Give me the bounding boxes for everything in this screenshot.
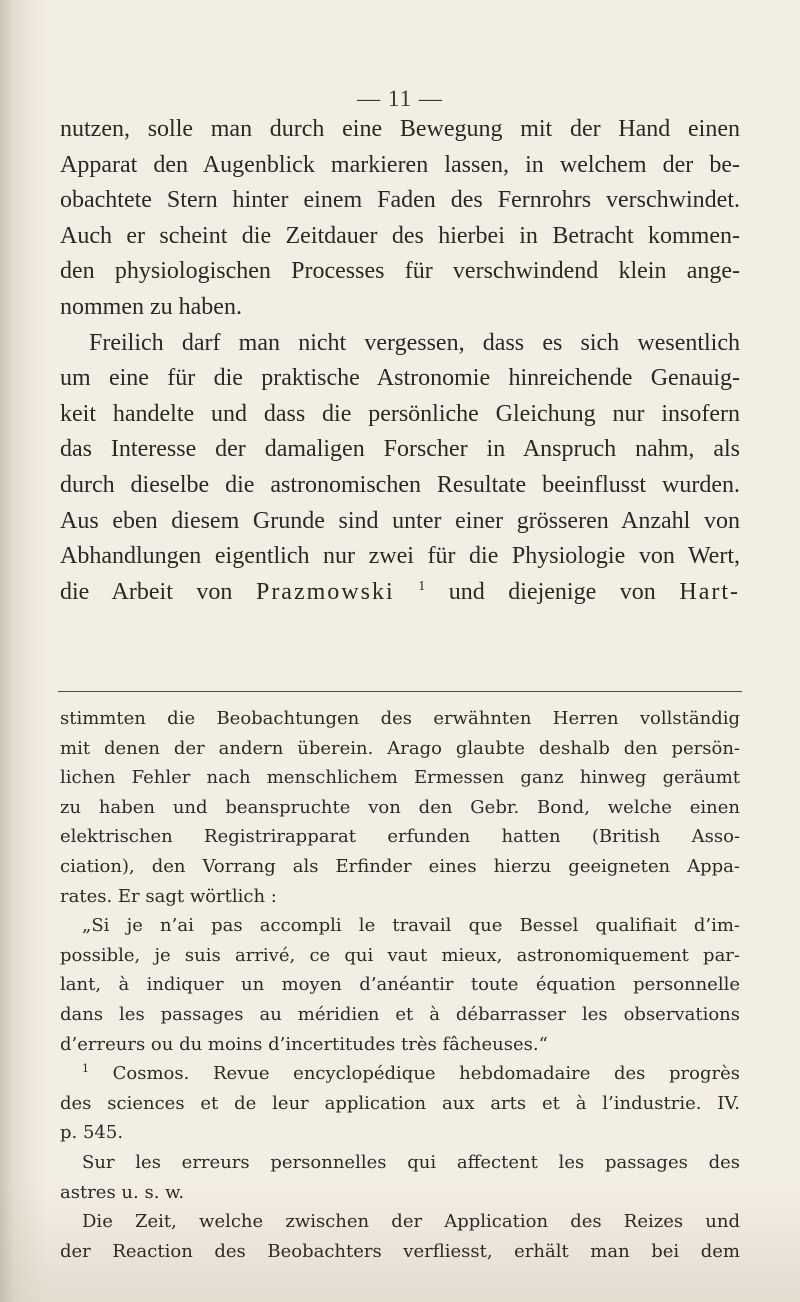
body-line: Abhandlungen eigentlich nur zwei für die Physiologie von Wert,	[60, 543, 740, 570]
body-line: keit handelte und dass die persönliche Gleichung nur insofern	[60, 400, 740, 427]
main-body-text	[60, 112, 740, 610]
body-line: Auch er scheint die Zeitdauer des hierbei in Betracht kommen-	[60, 222, 740, 249]
body-line: das Interesse der damaligen Forscher in Anspruch nahm, als	[60, 436, 740, 463]
body-line: durch dieselbe die astronomischen Resultate beeinflusst wurden.	[60, 471, 740, 498]
footnote-line: rates. Er sagt wörtlich :	[60, 885, 277, 907]
footnote-divider	[58, 691, 742, 692]
author-name-prazmowski: Prazmowski	[255, 578, 395, 605]
body-line: nutzen, solle man durch eine Bewegung mit der Hand einen	[60, 116, 740, 142]
body-line: obachtete Stern hinter einem Faden des Fernrohrs verschwindet.	[60, 187, 740, 214]
text-fragment: und diejenige von	[425, 578, 680, 605]
body-line: Apparat den Augenblick markieren lassen, in welchem der be-	[60, 151, 740, 178]
footnote-marker: 1	[418, 578, 426, 594]
quote-line: possible, je suis arrivé, ce qui vaut mieux, astronomiquement par-	[60, 944, 740, 966]
footnote-line: Die Zeit, welche zwischen der Application des Reizes und	[82, 1211, 740, 1233]
footnote-line: lichen Fehler nach menschlichem Ermessen ganz hinweg geräumt	[60, 767, 740, 789]
quote-line: dans les passages au méridien et à débarrasser les observations	[60, 1003, 740, 1025]
quote-line: lant, à indiquer un moyen d’anéantir toute équation personnelle	[60, 974, 740, 996]
citation-text: Cosmos. Revue encyclopédique hebdomadaire des progrès	[89, 1063, 740, 1085]
citation-line: p. 545.	[60, 1122, 124, 1144]
body-line-last	[60, 575, 740, 611]
footnote-line: mit denen der andern überein. Arago glaubte deshalb den persön-	[60, 737, 740, 759]
footnote-section	[60, 704, 740, 1266]
body-line: den physiologischen Processes für verschwindend klein ange-	[60, 258, 740, 285]
footnote-line: astres u. s. w.	[60, 1181, 185, 1203]
quote-line: d’erreurs ou du moins d’incertitudes très fâcheuses.“	[60, 1033, 548, 1055]
page-number: — 11 —	[357, 86, 443, 111]
footnote-line: der Reaction des Beobachters verfliesst, erhält man bei dem	[60, 1240, 740, 1262]
body-line: Aus eben diesem Grunde sind unter einer grösseren Anzahl von	[60, 507, 740, 534]
footnote-line: ciation), den Vorrang als Erfinder eines hierzu geeigneten Appa-	[60, 855, 740, 877]
quote-line: „Si je n’ai pas accompli le travail que Bessel qualifiait d’im-	[82, 915, 740, 937]
author-name-hart: Hart-	[679, 578, 740, 605]
footnote-line: Sur les erreurs personnelles qui affectent les passages des	[82, 1151, 740, 1173]
text-fragment: die Arbeit von	[60, 578, 256, 605]
citation-line: des sciences et de leur application aux arts et à l’industrie. IV.	[60, 1092, 740, 1114]
body-line: um eine für die praktische Astronomie hinreichende Genauig-	[60, 365, 740, 392]
footnote-line: zu haben und beanspruchte von den Gebr. Bond, welche einen	[60, 796, 740, 818]
footnote-line: elektrischen Registrirapparat erfunden hatten (British Asso-	[60, 826, 740, 848]
footnote-marker: 1	[82, 1062, 89, 1076]
body-line: nommen zu haben.	[60, 293, 242, 320]
body-line: Freilich darf man nicht vergessen, dass es sich wesentlich	[89, 329, 740, 356]
footnote-citation	[60, 1059, 740, 1089]
footnote-line: stimmten die Beobachtungen des erwähnten Herren vollständig	[60, 708, 740, 729]
